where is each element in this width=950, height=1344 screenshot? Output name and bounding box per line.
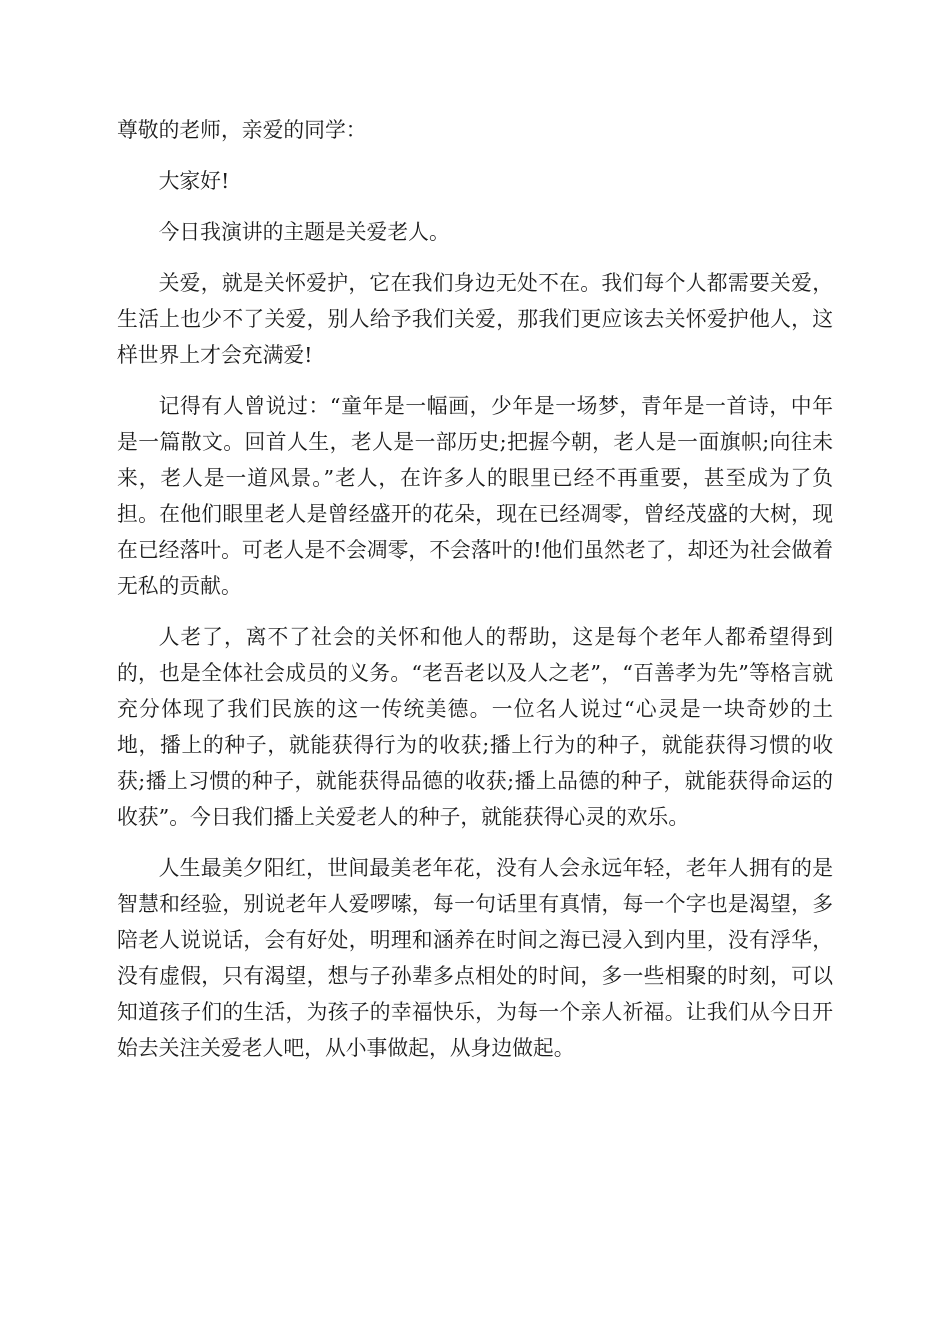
paragraph-conclusion: 人生最美夕阳红，世间最美老年花，没有人会永远年轻，老年人拥有的是智慧和经验，别说老年人爱啰嗦，每一句话里有真情，每一个字也是渴望，多陪老人说说话，会有好处，明理和涵养在时间之海已浸入到内里，没有浮华，没有虚假，只有渴望，想与子孙辈多点相处的时间，多一些相聚的时刻，可以知道孩子们的生活，为孩子的幸福快乐，为每一个亲人祈福。让我们从今日开始去关注关爱老人吧，从小事做起，从身边做起。 [117,856,833,1060]
paragraph-tradition: 人老了，离不了社会的关怀和他人的帮助，这是每个老年人都希望得到的，也是全体社会成员的义务。“老吾老以及人之老”，“百善孝为先”等格言就充分体现了我们民族的这一传统美德。一位名人说过“心灵是一块奇妙的土地，播上的种子，就能获得行为的收获;播上行为的种子，就能获得习惯的收获;播上习惯的种子，就能获得品德的收获;播上品德的种子，就能获得命运的收获”。今日我们播上关爱老人的种子，就能获得心灵的欢乐。 [117,625,833,829]
paragraph-topic: 今日我演讲的主题是关爱老人。 [158,220,450,244]
paragraph-greeting: 大家好! [158,169,230,193]
paragraph-quote: 记得有人曾说过：“童年是一幅画，少年是一场梦，青年是一首诗，中年是一篇散文。回首人生，老人是一部历史;把握今朝，老人是一面旗帜;向往未来，老人是一道风景。”老人，在许多人的眼里已经不再重要，甚至成为了负担。在他们眼里老人是曾经盛开的花朵，现在已经凋零，曾经茂盛的大树，现在已经落叶。可老人是不会凋零，不会落叶的!他们虽然老了，却还为社会做着无私的贡献。 [117,394,833,598]
salutation: 尊敬的老师，亲爱的同学： [117,118,367,142]
paragraph-care-definition: 关爱，就是关怀爱护，它在我们身边无处不在。我们每个人都需要关爱，生活上也少不了关爱，别人给予我们关爱，那我们更应该去关怀爱护他人，这样世界上才会充满爱! [117,271,833,367]
document-page [117,112,833,1081]
